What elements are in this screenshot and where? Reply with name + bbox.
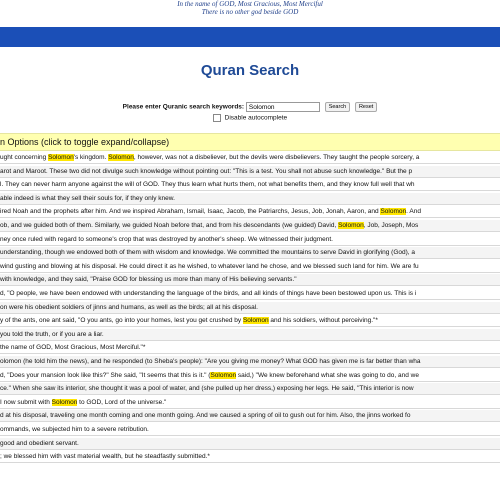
result-row: understanding, though we endowed both of them with wisdom and knowledge. We committed the mountains to serve David in glorifying (God), a [0, 247, 500, 259]
autocomplete-row [0, 114, 500, 122]
result-row: on were his obedient soldiers of jinns and humans, as well as the birds; all at his disposal. [0, 302, 500, 314]
reset-button[interactable]: Reset [355, 102, 377, 112]
result-row: good and obedient servant. [0, 438, 500, 450]
search-term-highlight: Solomon [210, 371, 237, 379]
options-toggle-bar[interactable]: n Options (click to toggle expand/collapse) [0, 133, 500, 151]
result-row: ob, and we guided both of them. Similarly, we guided Noah before that, and from his descendants (we guided) David, Solomon, Job, Joseph, Mos [0, 220, 500, 232]
result-row: arot and Maroot. These two did not divulge such knowledge without pointing out: "This is a test. You shall not abuse such knowledge." But the p [0, 166, 500, 178]
result-row: ommands, we subjected him to a severe retribution. [0, 424, 500, 436]
search-term-highlight: Solomon [242, 317, 269, 325]
disable-autocomplete-checkbox[interactable] [213, 114, 221, 122]
result-row: you told the truth, or if you are a liar. [0, 329, 500, 341]
search-term-highlight: Solomon [51, 398, 78, 406]
bismillah [0, 0, 500, 16]
search-prompt-label: Please enter Quranic search keywords: [122, 103, 245, 111]
search-form [0, 102, 500, 112]
result-row: l. They can never harm anyone against the will of GOD. They thus learn what hurts them, not what benefits them, and they know full well that wh [0, 179, 500, 191]
result-row: ney once ruled with regard to someone's crop that was destroyed by another's sheep. We witnessed their judgment. [0, 234, 500, 246]
autocomplete-label: Disable autocomplete [224, 114, 288, 122]
bismillah-line-2: There is no other god beside GOD [201, 8, 299, 16]
result-row: with knowledge, and they said, "Praise GOD for blessing us more than many of His believing servants." [0, 274, 500, 286]
search-button[interactable]: Search [325, 102, 350, 112]
result-row: the name of GOD, Most Gracious, Most Merciful."* [0, 342, 500, 354]
search-input[interactable] [246, 102, 320, 112]
header-blue-bar [0, 27, 500, 47]
result-row: olomon (he told him the news), and he responded (to Sheba's people): "Are you giving me money? What GOD has given me is far better than wha [0, 356, 500, 368]
result-row: d at his disposal, traveling one month coming and one month going. And we caused a spring of oil to gush out for him. Also, the jinns worked fo [0, 410, 500, 422]
result-row: ce." When she saw its interior, she thought it was a pool of water, and (she pulled up her dress,) exposing her legs. He said, "This interior is now [0, 383, 500, 395]
result-row: d, "O people, we have been endowed with understanding the language of the birds, and all kinds of things have been bestowed upon us. This is i [0, 288, 500, 300]
result-row: I now submit with Solomon to GOD, Lord of the universe." [0, 397, 500, 409]
result-row: d, "Does your mansion look like this?" She said, "It seems that this is it." (Solomon said,) "We knew beforehand what she was going to do, and we [0, 370, 500, 382]
result-row: ; we blessed him with vast material wealth, but he steadfastly submitted.* [0, 451, 500, 463]
page-title: Quran Search [200, 62, 300, 79]
search-term-highlight: Solomon [380, 208, 407, 216]
result-row: ired Noah and the prophets after him. And we inspired Abraham, Ismail, Isaac, Jacob, the Patriarchs, Jesus, Job, Jonah, Aaron, and Solomon. And [0, 206, 500, 218]
result-row: y of the ants, one ant said, "O you ants, go into your homes, lest you get crushed by Solomon and his soldiers, without perceiving."* [0, 315, 500, 327]
search-term-highlight: Solomon [108, 154, 134, 161]
bismillah-line-1: In the name of GOD, Most Gracious, Most Merciful [177, 0, 323, 8]
search-term-highlight: Solomon [338, 222, 364, 229]
result-row: wind gusting and blowing at his disposal. He could direct it as he wished, to whatever land he chose, and we blessed such land for him. We are fu [0, 261, 500, 273]
search-term-highlight: Solomon [48, 154, 74, 161]
result-row: able indeed is what they sell their souls for, if they only knew. [0, 193, 500, 205]
result-row: ught concerning Solomon's kingdom. Solomon, however, was not a disbeliever, but the devils were disbelievers. They taught the people sorcery, a [0, 152, 500, 164]
header-band [0, 0, 500, 27]
